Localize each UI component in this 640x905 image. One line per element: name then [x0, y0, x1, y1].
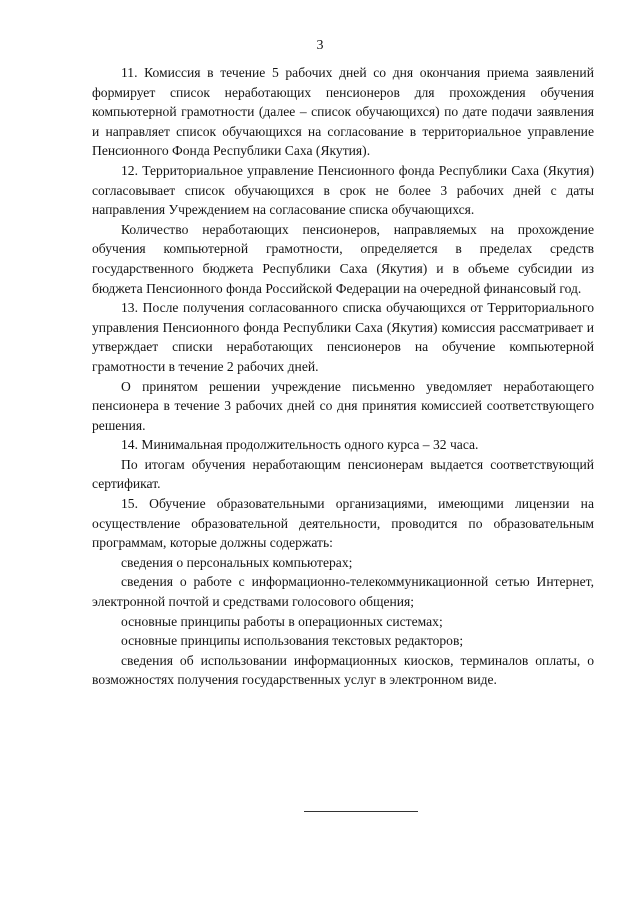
- closing-rule: [304, 811, 418, 812]
- document-body: [92, 63, 594, 690]
- program-topic-internet: сведения о работе с информационно-телекоммуникационной сетью Интернет, электронной почтой и средствами голосового общения;: [92, 574, 594, 610]
- program-topic-operating-systems: основные принципы работы в операционных системах;: [121, 613, 443, 629]
- paragraph-item-14: 14. Минимальная продолжительность одного курса – 32 часа.: [121, 437, 479, 453]
- program-topic-kiosks: сведения об использовании информационных киосков, терминалов оплаты, о возможностях получения государственных услуг в электронном виде.: [92, 652, 594, 688]
- paragraph-item-12: 12. Территориальное управление Пенсионного фонда Республики Саха (Якутия) согласовывает список обучающихся в срок не более 3 рабочих дней с даты направления Учреждением на согласование списка обучающихся.: [92, 162, 594, 218]
- paragraph-item-11: 11. Комиссия в течение 5 рабочих дней со дня окончания приема заявлений формирует список неработающих пенсионеров для прохождения обучения компьютерной грамотности (далее – список обучающихся) по дате подачи заявления и направляет список обучающихся на согласование в территориальное управление Пенсионного Фонда Республики Саха (Якутия).: [92, 65, 594, 159]
- paragraph-funding: Количество неработающих пенсионеров, направляемых на прохождение обучения компьютерной грамотности, определяется в пределах средств государственного бюджета Республики Саха (Якутия) и в объеме субсидии из бюджета Пенсионного фонда Российской Федерации на очередной финансовый год.: [92, 221, 594, 296]
- paragraph-item-13: 13. После получения согласованного списка обучающихся от Территориального управления Пенсионного фонда Республики Саха (Якутия) комиссия рассматривает и утверждает списки неработающих пенсионеров на обучение компьютерной грамотности в течение 2 рабочих дней.: [92, 300, 594, 374]
- paragraph-notification: О принятом решении учреждение письменно уведомляет неработающего пенсионера в течение 3 рабочих дней со дня принятия комиссией соответствующего решения.: [92, 378, 594, 433]
- paragraph-certificate: По итогам обучения неработающим пенсионерам выдается соответствующий сертификат.: [92, 456, 594, 492]
- paragraph-item-15: 15. Обучение образовательными организациями, имеющими лицензии на осуществление образовательной деятельности, проводится по образовательным программам, которые должны содержать:: [92, 496, 594, 551]
- program-topic-personal-computers: сведения о персональных компьютерах;: [121, 554, 353, 570]
- program-topic-text-editors: основные принципы использования текстовых редакторов;: [121, 633, 464, 649]
- page-number: 3: [316, 38, 324, 53]
